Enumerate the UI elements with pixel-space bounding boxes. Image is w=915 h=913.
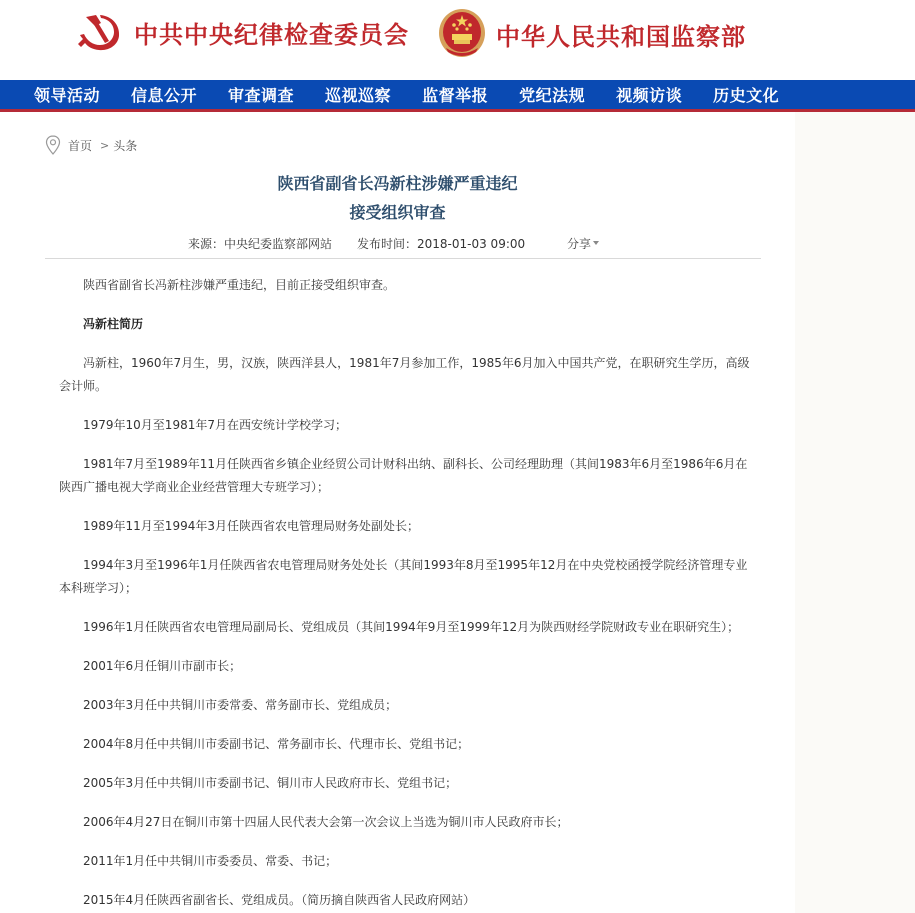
share-dropdown[interactable]: [567, 235, 599, 252]
article-paragraph: 2006年4月27日在铜川市第十四届人民代表大会第一次会议上当选为铜川市人民政府市长；: [83, 815, 569, 829]
article-paragraph: 1979年10月至1981年7月在西安统计学校学习；: [83, 418, 347, 432]
nav-item-video-interviews[interactable]: 视频访谈: [616, 86, 683, 105]
article-paragraph: 1981年7月至1989年11月任陕西省乡镇企业经贸公司计财科出纳、副科长、公司经理助理（其间1983年6月至1986年6月在陕西广播电视大学商业企业经营管理大专班学习）；: [59, 457, 748, 494]
article-paragraph: 2003年3月任中共铜川市委常委、常务副市长、党组成员；: [83, 698, 398, 712]
nav-item-information-disclosure[interactable]: 信息公开: [131, 86, 198, 105]
article-title-line2: 接受组织审查: [349, 203, 446, 222]
breadcrumb-separator: >: [100, 138, 110, 152]
national-emblem-icon: [438, 8, 486, 60]
article-source: 来源：中央纪委监察部网站: [188, 237, 333, 251]
article-paragraph: 1989年11月至1994年3月任陕西省农电管理局财务处副处长；: [83, 519, 419, 533]
article-paragraph: 2001年6月任铜川市副市长；: [83, 659, 242, 673]
article-paragraph: 冯新柱，1960年7月生，男，汉族，陕西洋县人，1981年7月参加工作，1985年6月加入中国共产党，在职研究生学历，高级会计师。: [59, 356, 750, 393]
location-pin-icon: [45, 135, 61, 155]
nav-item-leadership-activities[interactable]: 领导活动: [34, 86, 101, 105]
article-paragraph: 1994年3月至1996年1月任陕西省农电管理局财务处处长（其间1993年8月至1995年12月在中央党校函授学院经济管理专业本科班学习）；: [59, 558, 748, 595]
nav-item-investigation[interactable]: 审查调查: [228, 86, 295, 105]
nav-item-party-regulations[interactable]: 党纪法规: [519, 86, 586, 105]
share-label: 分享: [567, 237, 592, 251]
caret-down-icon: [593, 241, 599, 245]
article-paragraph: 陕西省副省长冯新柱涉嫌严重违纪，目前正接受组织审查。: [83, 278, 396, 292]
main-nav: [0, 80, 915, 112]
resume-heading: 冯新柱简历: [83, 317, 144, 331]
article-paragraph: 2005年3月任中共铜川市委副书记、铜川市人民政府市长、党组书记；: [83, 776, 458, 790]
mos-logo[interactable]: [438, 8, 746, 60]
nav-item-inspection[interactable]: 巡视巡察: [325, 86, 392, 105]
breadcrumb: [45, 135, 137, 155]
breadcrumb-current-link[interactable]: 头条: [113, 138, 138, 153]
article-publish-time: 发布时间：2018-01-03 09:00: [357, 237, 526, 251]
article-paragraph: 2015年4月任陕西省副省长、党组成员。（简历摘自陕西省人民政府网站）: [83, 893, 476, 907]
mos-title: 中华人民共和国监察部: [496, 21, 746, 51]
article-paragraph: 1996年1月任陕西省农电管理局副局长、党组成员（其间1994年9月至1999年12月为陕西财经学院财政专业在职研究生）；: [83, 620, 740, 634]
breadcrumb-home-link[interactable]: 首页: [68, 138, 93, 153]
article-title-line1: 陕西省副省长冯新柱涉嫌严重违纪: [277, 174, 518, 193]
nav-item-history-culture[interactable]: 历史文化: [713, 86, 780, 105]
meta-divider: [45, 258, 761, 259]
ccdi-title: 中共中央纪律检查委员会: [134, 19, 409, 49]
article-paragraph: 2004年8月任中共铜川市委副书记、常务副市长、代理市长、党组书记；: [83, 737, 470, 751]
article-paragraph: 2011年1月任中共铜川市委委员、常委、书记；: [83, 854, 338, 868]
article-body: [59, 274, 759, 913]
ccdi-logo[interactable]: [76, 12, 409, 52]
site-header: [0, 0, 915, 80]
right-sidebar: [795, 112, 915, 913]
hammer-sickle-icon: [76, 12, 122, 52]
nav-item-report[interactable]: 监督举报: [422, 86, 489, 105]
